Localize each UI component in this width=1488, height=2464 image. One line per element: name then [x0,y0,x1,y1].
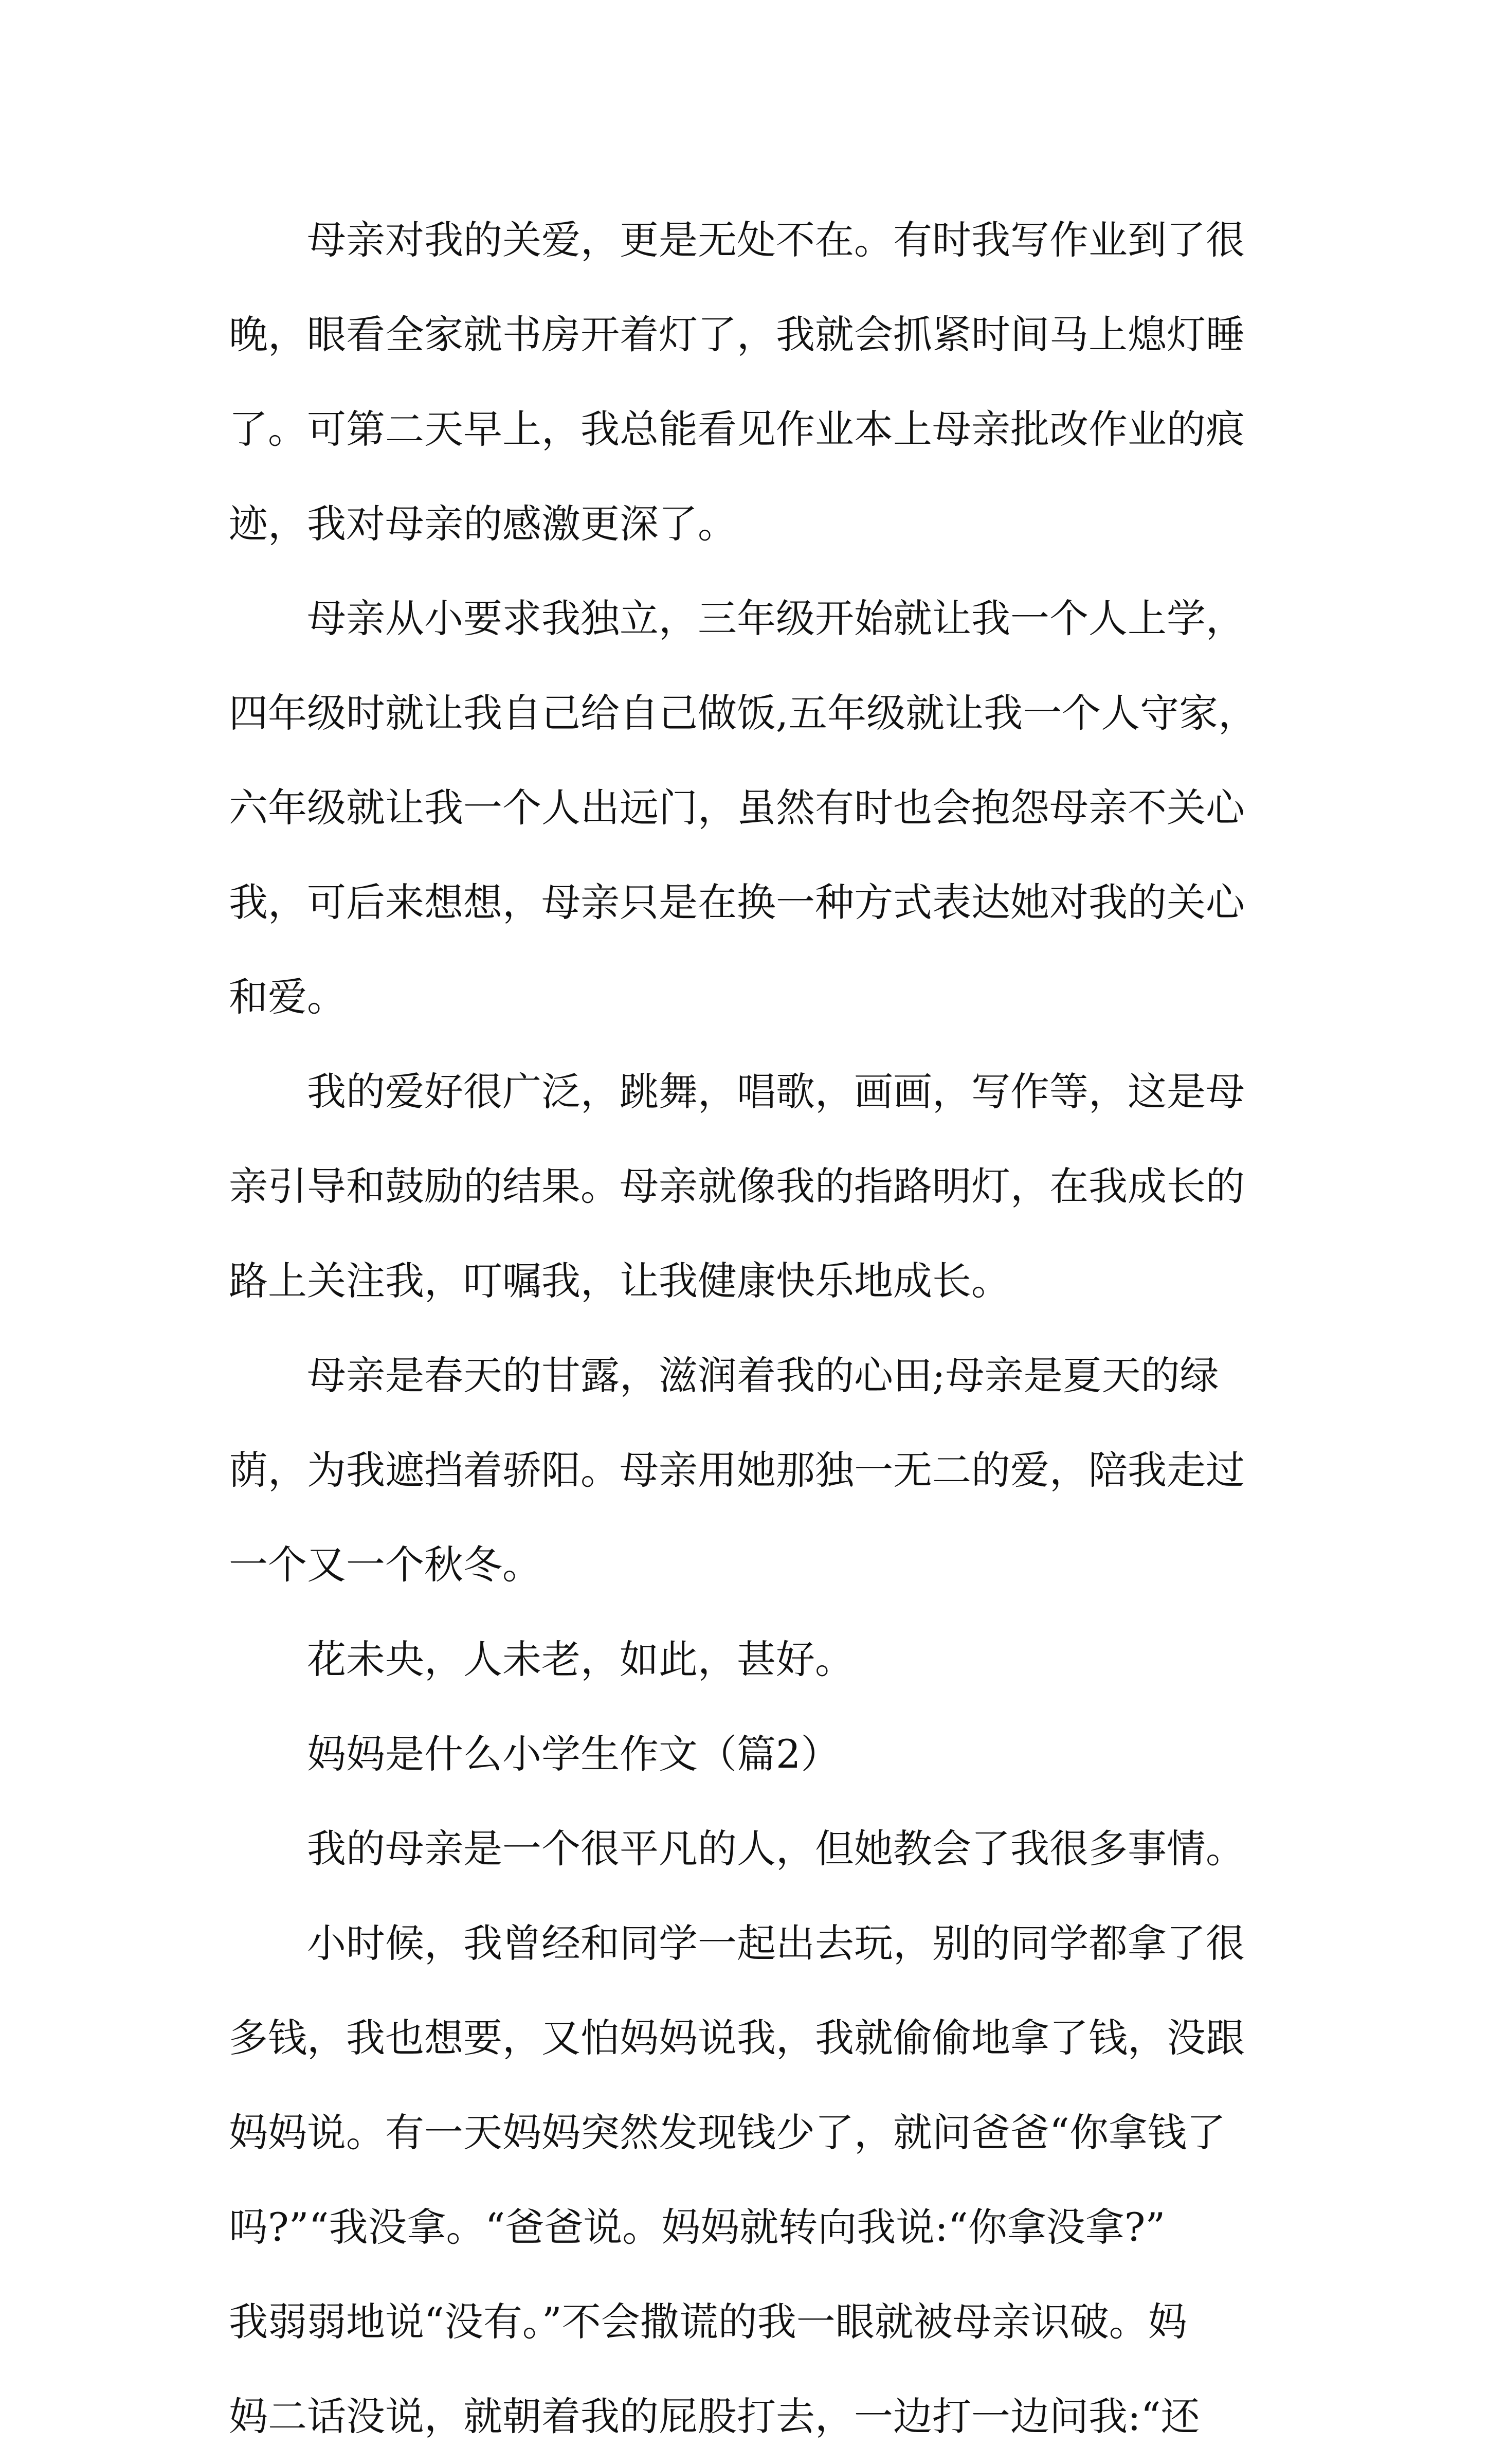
text-line: 妈妈说。有一天妈妈突然发现钱少了，就问爸爸“你拿钱了 [229,2110,1226,2155]
text-line: 荫，为我遮挡着骄阳。母亲用她那独一无二的爱，陪我走过 [229,1447,1245,1493]
section-heading [229,1707,1273,1802]
text-line: 路上关注我，叮嘱我，让我健康快乐地成长。 [229,1258,1010,1304]
text-line: 我的母亲是一个很平凡的人，但她教会了我很多事情。 [307,1826,1245,1872]
text-line: 我弱弱地说“没有。”不会撒谎的我一眼就被母亲识破。妈 [229,2299,1187,2345]
paragraph [229,571,1273,1045]
text-line: 和爱。 [229,974,346,1020]
text-line: 花未央，人未老，如此，甚好。 [307,1636,854,1682]
text-line: 四年级时就让我自己给自己做饭,五年级就让我一个人守家， [229,690,1258,736]
text-line: 多钱，我也想要，又怕妈妈说我，我就偷偷地拿了钱，没跟 [229,2015,1245,2061]
paragraph [229,193,1273,571]
text-line: 母亲是春天的甘露，滋润着我的心田;母亲是夏天的绿 [307,1353,1219,1398]
text-line: 晚，眼看全家就书房开着灯了，我就会抓紧时间马上熄灯睡 [229,312,1245,357]
text-line: 亲引导和鼓励的结果。母亲就像我的指路明灯，在我成长的 [229,1163,1245,1209]
text-line: 迹，我对母亲的感激更深了。 [229,501,737,547]
document-body [229,193,1273,2464]
text-line: 了。可第二天早上，我总能看见作业本上母亲批改作业的痕 [229,406,1245,452]
heading-line: 妈妈是什么小学生作文（篇2） [307,1731,840,1777]
paragraph [229,1328,1273,1612]
paragraph [229,1612,1273,1707]
text-line: 我的爱好很广泛，跳舞，唱歌，画画，写作等，这是母 [307,1069,1245,1114]
text-line: 母亲从小要求我独立，三年级开始就让我一个人上学， [307,596,1245,641]
text-line: 我，可后来想想，母亲只是在换一种方式表达她对我的关心 [229,879,1245,925]
text-line: 一个又一个秋冬。 [229,1542,541,1588]
paragraph [229,1045,1273,1328]
text-line: 母亲对我的关爱，更是无处不在。有时我写作业到了很 [307,217,1245,263]
text-line: 妈二话没说，就朝着我的屁股打去，一边打一边问我:“还 [229,2394,1200,2439]
text-line: 小时候，我曾经和同学一起出去玩，别的同学都拿了很 [307,1920,1245,1966]
text-line: 六年级就让我一个人出远门，虽然有时也会抱怨母亲不关心 [229,785,1245,831]
paragraph [229,1896,1273,2464]
paragraph [229,1802,1273,1896]
text-line: 吗?”“我没拿。“爸爸说。妈妈就转向我说:“你拿没拿?” [229,2204,1166,2250]
